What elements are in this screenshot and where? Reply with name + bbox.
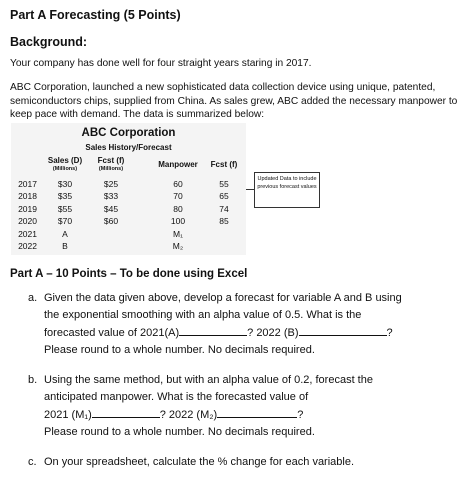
sales-cell: A (62, 228, 68, 239)
answer-blank-m2[interactable] (217, 406, 297, 418)
year-cell: 2018 (18, 191, 37, 202)
fcst-cell: $45 (103, 203, 119, 214)
answer-blank-m1[interactable] (92, 406, 160, 418)
manpower-fcst-cell: 85 (219, 216, 229, 227)
question-b-line-2: anticipated manpower. What is the forecasted value of (44, 391, 309, 403)
manpower-cell: 60 (173, 179, 183, 189)
fcst-cell: $25 (103, 179, 119, 189)
manpower-cell: M₁ (173, 228, 183, 239)
question-a-line-1: Given the data given above, develop a forecast for variable A and B using (44, 292, 402, 304)
page-title: Part A Forecasting (5 Points) (10, 8, 181, 22)
sales-cell: $30 (57, 179, 73, 189)
question-b-line-1: Using the same method, but with an alpha value of 0.2, forecast the (44, 374, 373, 386)
background-paragraph-1: Your company has done well for four straight years staring in 2017. (10, 58, 312, 69)
note-connector (246, 189, 254, 190)
question-b-line-4: Please round to a whole number. No decimals required. (44, 426, 315, 438)
question-c (28, 454, 355, 471)
question-a-line-4: Please round to a whole number. No decimals required. (44, 344, 315, 356)
sales-cell: $35 (57, 191, 73, 202)
year-cell: 2022 (18, 241, 37, 251)
fcst-cell: $33 (103, 191, 119, 202)
question-a-line-2: the exponential smoothing with an alpha value of 0.5. What is the (44, 309, 362, 321)
updated-data-note: Updated Data to include previous forecast values (254, 172, 320, 208)
question-b-marker: b. (28, 374, 38, 386)
answer-blank-a[interactable] (179, 324, 247, 336)
question-a (28, 290, 402, 359)
year-cell: 2019 (18, 203, 37, 214)
question-a-line-3: forecasted value of 2021(A) ? 2022 (B) ? (44, 324, 402, 342)
table-title: ABC Corporation (81, 127, 176, 139)
part-a-heading: Part A – 10 Points – To be done using Excel (10, 268, 248, 280)
manpower-fcst-cell: 65 (219, 191, 229, 202)
year-cell: 2021 (18, 228, 37, 239)
question-a-marker: a. (28, 292, 38, 304)
question-c-line-1: On your spreadsheet, calculate the % change for each variable. (44, 456, 355, 468)
fcst-cell: $60 (103, 216, 119, 227)
question-c-marker: c. (28, 456, 37, 468)
manpower-fcst-cell: 55 (219, 179, 229, 189)
year-cell: 2020 (18, 216, 37, 227)
col-header-fcst-unit: (Millions) (98, 166, 124, 172)
table-subtitle: Sales History/Forecast (85, 143, 172, 152)
manpower-cell: M₂ (172, 241, 184, 251)
sales-cell: $70 (57, 216, 73, 227)
year-cell: 2017 (18, 179, 37, 189)
sales-history-table (11, 123, 246, 255)
col-header-sales: Sales (D) (47, 156, 83, 165)
col-header-manpower: Manpower (158, 160, 198, 169)
col-header-sales-unit: (Millions) (52, 166, 78, 172)
sales-cell: $55 (57, 203, 73, 214)
manpower-fcst-cell: 74 (219, 203, 229, 214)
manpower-cell: 80 (173, 203, 183, 214)
background-heading: Background: (10, 35, 88, 49)
question-b (28, 372, 373, 441)
background-paragraph-2: ABC Corporation, launched a new sophisticated data collection device using unique, patented, semiconductors chips, supplied from China. As sales grew, ABC added the necessary manpower to keep pace with demand. The data is summarized below: (10, 82, 458, 121)
answer-blank-b[interactable] (299, 324, 387, 336)
col-header-manpower-fcst: Fcst (f) (210, 160, 238, 169)
manpower-cell: 100 (170, 216, 186, 227)
question-b-line-3: 2021 (M₁) ? 2022 (M₂) ? (44, 406, 373, 424)
sales-cell: B (62, 241, 68, 251)
manpower-cell: 70 (173, 191, 183, 202)
col-header-fcst: Fcst (f) (97, 156, 125, 165)
